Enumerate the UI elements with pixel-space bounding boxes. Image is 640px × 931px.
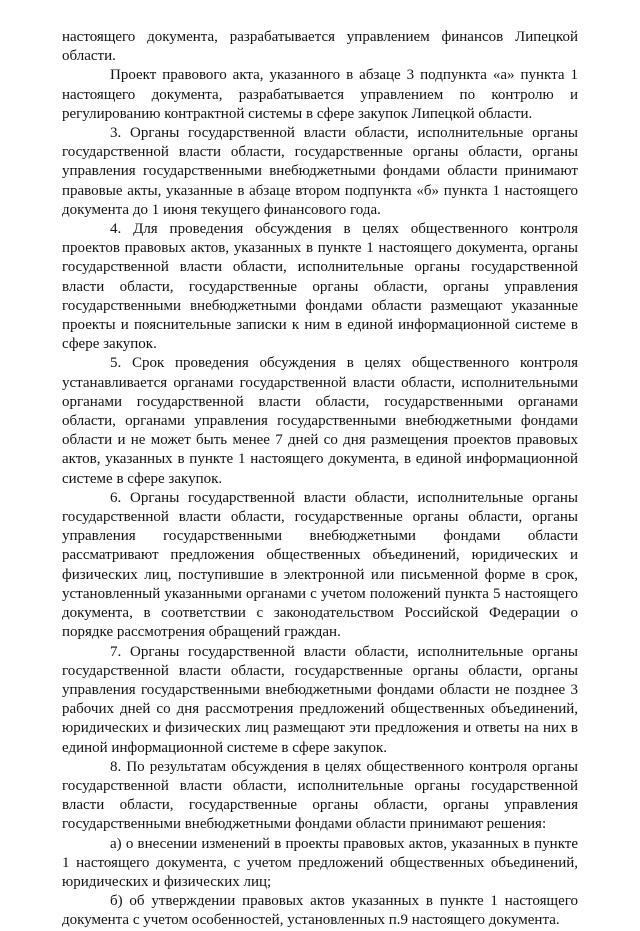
paragraph-5: 5. Срок проведения обсуждения в целях общественного контроля устанавливается органами государственной власти области, исполнительными органами государственной власти области, государственными органами области, органами управления государственными внебюджетными фондами области и не может быть менее 7 дней со дня размещения проектов правовых актов, указанных в пункте 1 настоящего документа, в единой информационной системе в сфере закупок. <box>62 355 578 487</box>
paragraph-continuation: настоящего документа, разрабатывается управлением финансов Липецкой области. <box>62 29 578 65</box>
paragraph-3: 3. Органы государственной власти области, исполнительные органы государственной власти области, государственные органы области, органы управления государственными внебюджетными фондами области принимают правовые акты, указанные в абзаце втором подпункта «б» пункта 1 настоящего документа до 1 июня текущего финансового года. <box>62 125 578 218</box>
paragraph-8: 8. По результатам обсуждения в целях общественного контроля органы государственной власти области, исполнительные органы государственной власти области, государственные органы области, органы управления государственными внебюджетными фондами области принимают решения: <box>62 758 578 833</box>
paragraph-draft-act: Проект правового акта, указанного в абзаце 3 подпункта «а» пункта 1 настоящего документа, разрабатывается управлением по контролю и регулированию контрактной системы в сфере закупок Липецкой области. <box>62 67 578 122</box>
paragraph-8-item-a: а) о внесении изменений в проекты правовых актов, указанных в пункте 1 настоящего документа, с учетом предложений общественных объединений, юридических и физических лиц; <box>62 835 578 890</box>
paragraph-7: 7. Органы государственной власти области, исполнительные органы государственной власти области, государственные органы области, органы управления государственными внебюджетными фондами области не позднее 3 рабочих дней со дня рассмотрения предложений общественных объединений, юридических и физических лиц размещают эти предложения и ответы на них в единой информационной системе в сфере закупок. <box>62 643 578 756</box>
paragraph-6: 6. Органы государственной власти области, исполнительные органы государственной власти области, государственные органы области, органы управления государственными внебюджетными фондами области рассматривают предложения общественных объединений, юридических и физических лиц, поступившие в электронной или письменной форме в срок, установленный указанными органами с учетом положений пункта 5 настоящего документа, в соответствии с законодательством Российской Федерации о порядке рассмотрения обращений граждан. <box>62 489 578 641</box>
paragraph-4: 4. Для проведения обсуждения в целях общественного контроля проектов правовых актов, указанных в пункте 1 настоящего документа, органы государственной власти области, исполнительные органы государственной власти области, государственные органы области, органы управления государственными внебюджетными фондами области размещают указанные проекты и пояснительные записки к ним в единой информационной системе в сфере закупок. <box>62 221 578 353</box>
paragraph-8-item-b: б) об утверждении правовых актов указанных в пункте 1 настоящего документа с учетом особенностей, установленных п.9 настоящего документа. <box>62 893 578 929</box>
